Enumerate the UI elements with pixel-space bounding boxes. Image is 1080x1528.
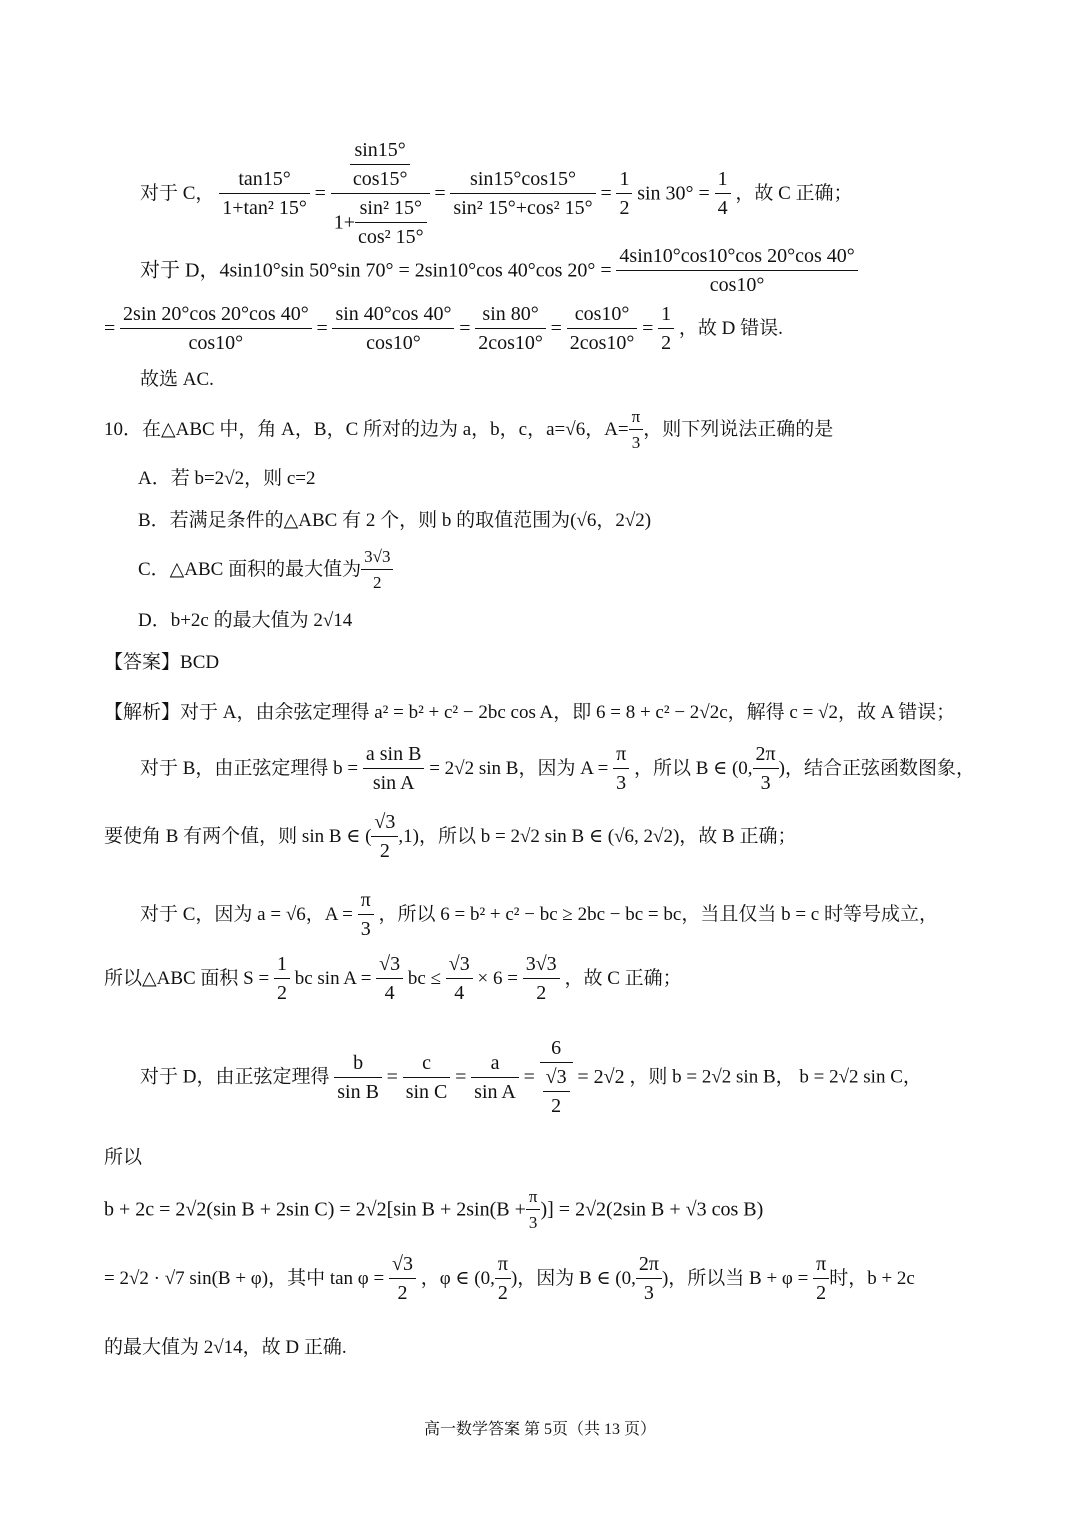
- option-d: D．b+2c 的最大值为 2√14: [138, 610, 353, 631]
- page-footer: 高一数学答案 第 5页（共 13 页）: [423, 1421, 656, 1438]
- conclusion: 故选 AC.: [140, 369, 214, 390]
- option-c: C．△ABC 面积的最大值为 $\frac{3√3}{2}$: [138, 548, 393, 591]
- c-frac-5: $\frac{1}{4}$: [715, 169, 731, 218]
- c-frac-3: $\frac{\sin 15^\circ\cos 15^\circ}{\text{sin² 15°+cos² 15°}}$: [450, 169, 595, 218]
- analysis-c-line-2: 所以△ABC 面积 S = $\frac{1}{2}$ bc sin A = $\frac{√3}{4}$ bc ≤ $\frac{√3}{4}$ × 6 = $\frac{3√3}{2}$ ，故 C 正确；: [104, 953, 682, 1004]
- d-line-2: = $\frac{2\sin 20^\circ\cos 20^\circ\cos 40^\circ}{\cos 10^\circ}$ = $\frac{\sin 40^\circ\cos 40^\circ}{\cos 10^\circ}$ = $\frac{\sin 80^\circ}{2\cos 10^\circ}$ = $\frac{\cos 10^\circ}{2\cos 10^\circ}$ = $\frac{1}{2}$ ，故 D 错误.: [104, 303, 783, 354]
- d-frac-4: $\frac{\sin 80^\circ}{2\cos 10^\circ}$: [475, 304, 546, 353]
- analysis-eq-2: = 2√2 · √7 sin(B + φ)，其中 tan φ = $\frac{√3}{2}$ ，φ ∈ (0, $\frac{\pi}{2}$ )，因为 B ∈ (0, $\frac{2\pi}{3}$ )，所以当 B + φ = $\frac{\pi}{2}$ 时，b + 2c: [104, 1253, 915, 1304]
- d-frac-1: $\frac{4\sin 10^\circ\cos 10^\circ\cos 20^\circ\cos 40^\circ}{\cos 10^\circ}$: [616, 246, 857, 295]
- answer-line: 【答案】BCD: [104, 652, 220, 673]
- analysis-eq-1: b + 2c = 2√2(sin B + 2sin C) = 2√2[sin B + 2sin(B + $\frac{\pi}{3}$ )] = 2√2(2sin B + √3 cos B): [104, 1187, 764, 1232]
- analysis-last: 的最大值为 2√14，故 D 正确.: [104, 1337, 347, 1358]
- analysis-b-line-2: 要使角 B 有两个值，则 sin B ∈ ( $\frac{√3}{2}$ ,1)，所以 b = 2√2 sin B ∈ (√6, 2√2)，故 B 正确；: [104, 811, 797, 862]
- c-frac-1: $\frac{\tan 15^\circ}{\text{1+tan² 15°}}$: [219, 169, 310, 218]
- analysis-c-line-1: 对于 C，因为 a = √6，A = $\frac{\pi}{3}$ ，所以 6 = b² + c² − bc ≥ 2bc − bc = bc，当且仅当 b = c 时等号成立，: [140, 889, 938, 940]
- d-frac-6: $\frac{1}{2}$: [658, 304, 674, 353]
- question-10-stem: 10．在△ABC 中，角 A，B，C 所对的边为 a，b，c，a=√6，A= $\frac{\pi}{3}$ ，则下列说法正确的是: [104, 407, 834, 452]
- analysis-suoyi: 所以: [104, 1147, 143, 1168]
- d-frac-2: $\frac{2\sin 20^\circ\cos 20^\circ\cos 40^\circ}{\cos 10^\circ}$: [120, 304, 312, 353]
- analysis-b-line-1: 对于 B，由正弦定理得 b = $\frac{\text{a sin B}}{\text{sin A}}$ = 2√2 sin B，因为 A = $\frac{\pi}{3}$ ，所以 B ∈ (0, $\frac{2\pi}{3}$ )，结合正弦函数图象，: [140, 743, 975, 794]
- analysis-a: 【解析】对于 A，由余弦定理得 a² = b² + c² − 2bc cos A，即 6 = 8 + c² − 2√2c，解得 c = √2，故 A 错误；: [104, 702, 956, 723]
- option-a: A．若 b=2√2，则 c=2: [138, 468, 316, 489]
- d-frac-5: $\frac{\cos 10^\circ}{2\cos 10^\circ}$: [567, 304, 638, 353]
- d-line-1: 对于 D，4sin10°sin 50°sin 70° = 2sin10°cos 40°cos 20° = $\frac{4\sin 10^\circ\cos 10^\circ\cos 20^\circ\cos 40^\circ}{\cos 10^\circ}$: [140, 246, 858, 295]
- c-line: 对于 C， $\frac{\tan 15^\circ}{\text{1+tan² 15°}}$ = $\frac{\sin 15^\circ}{\cos 15^\circ}$ 1+ $\frac{\text{sin² 15°}}{\text{cos² 15°}}$ = $\frac{\sin 15^\circ\cos 15^\circ}{\text{sin² 15°+cos² 15°}}$ = $\frac{1}{2}$ sin 30° = $\frac{1}{4}$ ，故 C 正确；: [140, 139, 853, 248]
- option-b: B．若满足条件的△ABC 有 2 个，则 b 的取值范围为(√6，2√2): [138, 510, 652, 531]
- c-frac-2: $\frac{\sin 15^\circ}{\cos 15^\circ}$ 1+ $\frac{\text{sin² 15°}}{\text{cos² 15°}}$: [331, 140, 430, 247]
- d-frac-3: $\frac{\sin 40^\circ\cos 40^\circ}{\cos 10^\circ}$: [332, 304, 454, 353]
- analysis-d-line-1: 对于 D，由正弦定理得 $\frac{b}{\text{sin B}}$ = $\frac{c}{\text{sin C}}$ = $\frac{a}{\text{sin A}}$ = $\frac{6}{\frac{√3}{2}}$ = 2√2 ，则 b = 2√2 sin B， b = 2√2 sin C，: [140, 1037, 922, 1117]
- c-frac-4: $\frac{1}{2}$: [616, 169, 632, 218]
